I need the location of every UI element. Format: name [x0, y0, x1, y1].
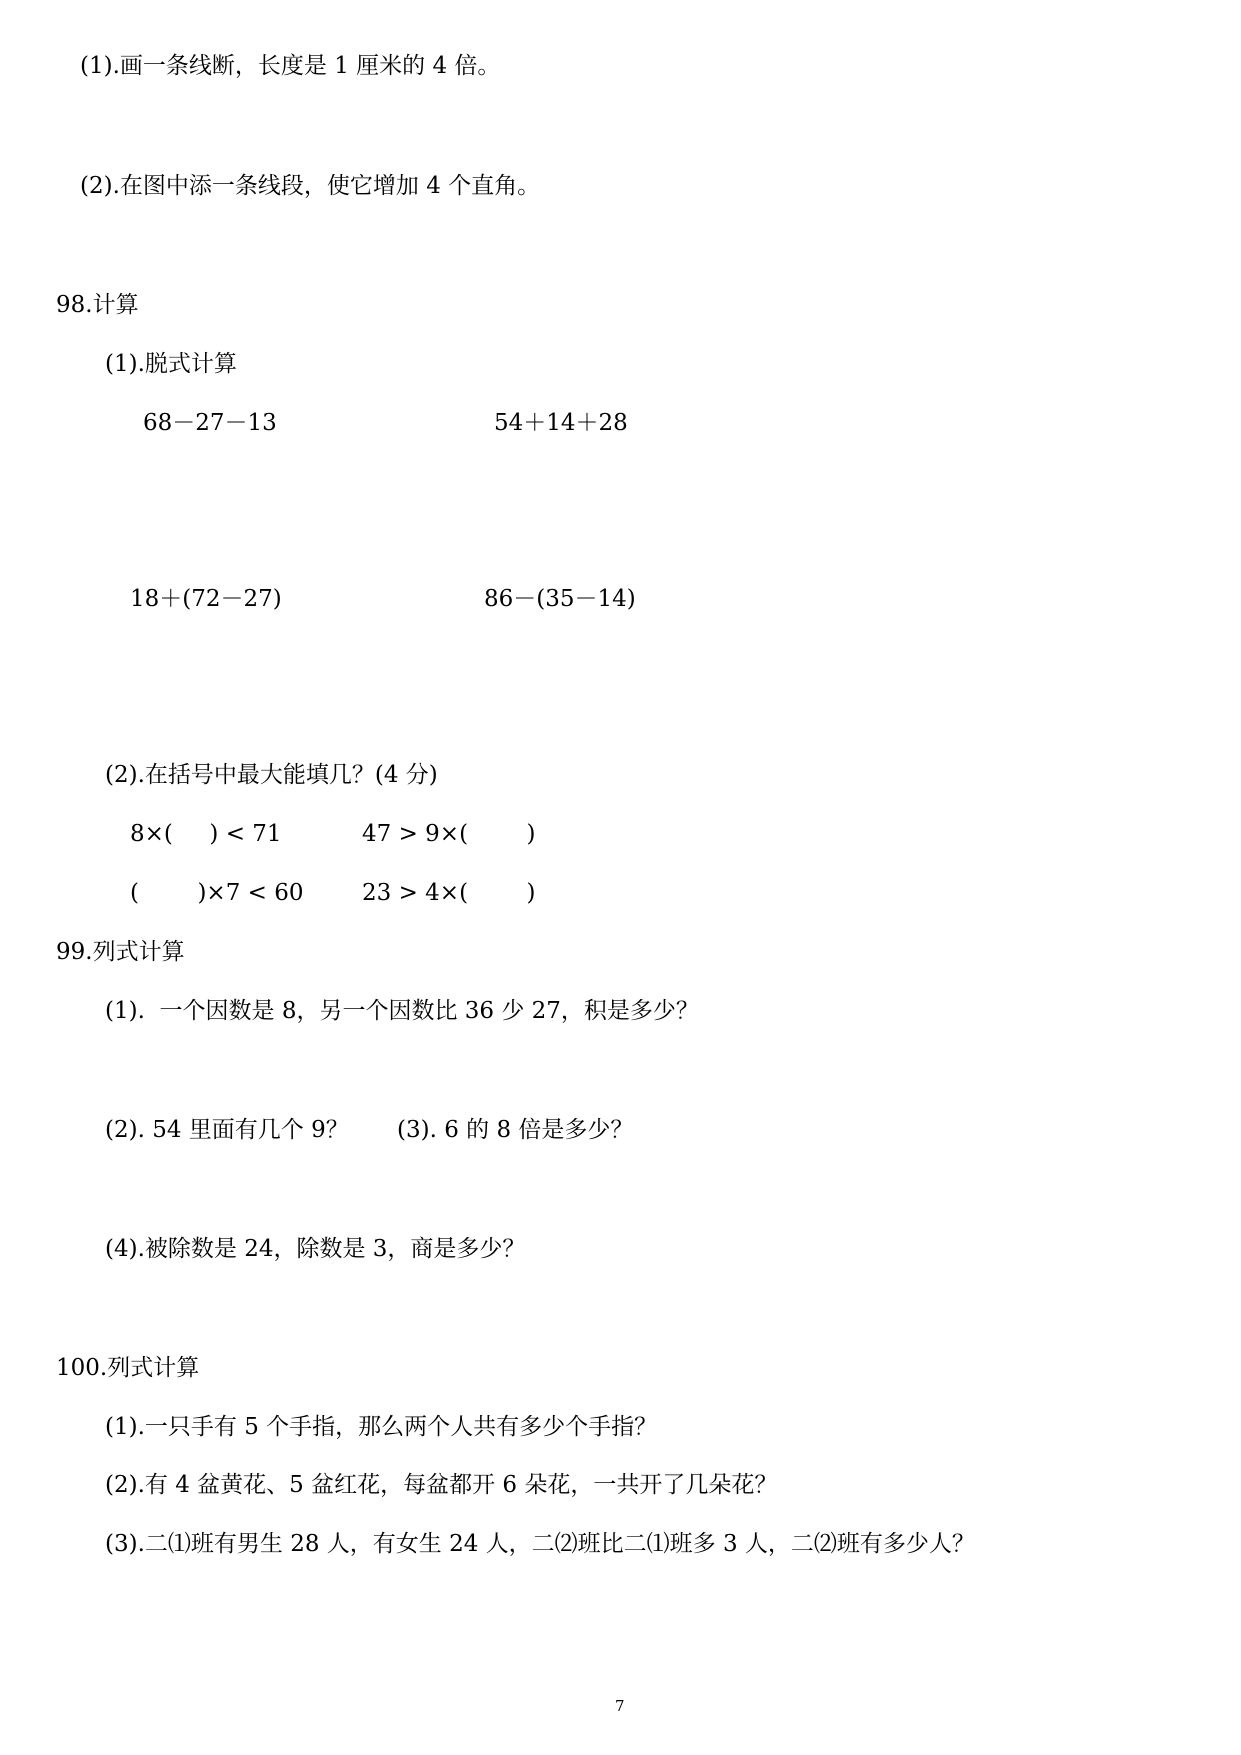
q100-part1: (1).一只手有 5 个手指，那么两个人共有多少个手指？: [105, 1414, 658, 1440]
q98-expr1: 68－27－13: [143, 410, 277, 436]
q100-part3: (3).二⑴班有男生 28 人，有女生 24 人，二⑵班比二⑴班多 3 人，二⑵班有多少人？: [105, 1531, 975, 1557]
q97-part2: (2).在图中添一条线段，使它增加 4 个直角。: [80, 173, 541, 199]
q98-ineq2: 47 > 9×( ): [362, 821, 536, 847]
q98-part2-title: (2).在括号中最大能填几？(4 分): [105, 762, 438, 788]
q97-part1: (1).画一条线断，长度是 1 厘米的 4 倍。: [80, 53, 501, 79]
q99-part2: (2). 54 里面有几个 9？: [105, 1117, 349, 1143]
page-number: 7: [615, 1697, 625, 1715]
q99-part4: (4).被除数是 24，除数是 3，商是多少？: [105, 1236, 526, 1262]
q99-part1: (1). 一个因数是 8，另一个因数比 36 少 27，积是多少？: [105, 998, 699, 1024]
q98-heading: 98.计算: [56, 292, 139, 318]
q99-part3: (3). 6 的 8 倍是多少？: [397, 1117, 634, 1143]
q98-ineq3: ( )×7 < 60: [130, 880, 304, 906]
q98-expr4: 86－(35－14): [484, 586, 636, 612]
q100-part2: (2).有 4 盆黄花、5 盆红花，每盆都开 6 朵花，一共开了几朵花？: [105, 1472, 778, 1498]
q99-heading: 99.列式计算: [56, 939, 185, 965]
q98-ineq4: 23 > 4×( ): [362, 880, 536, 906]
q98-ineq1: 8×( ) < 71: [130, 821, 282, 847]
q98-part1-title: (1).脱式计算: [105, 351, 237, 377]
q100-heading: 100.列式计算: [56, 1355, 200, 1381]
q98-expr2: 54＋14＋28: [494, 410, 628, 436]
q98-expr3: 18＋(72－27): [130, 586, 282, 612]
